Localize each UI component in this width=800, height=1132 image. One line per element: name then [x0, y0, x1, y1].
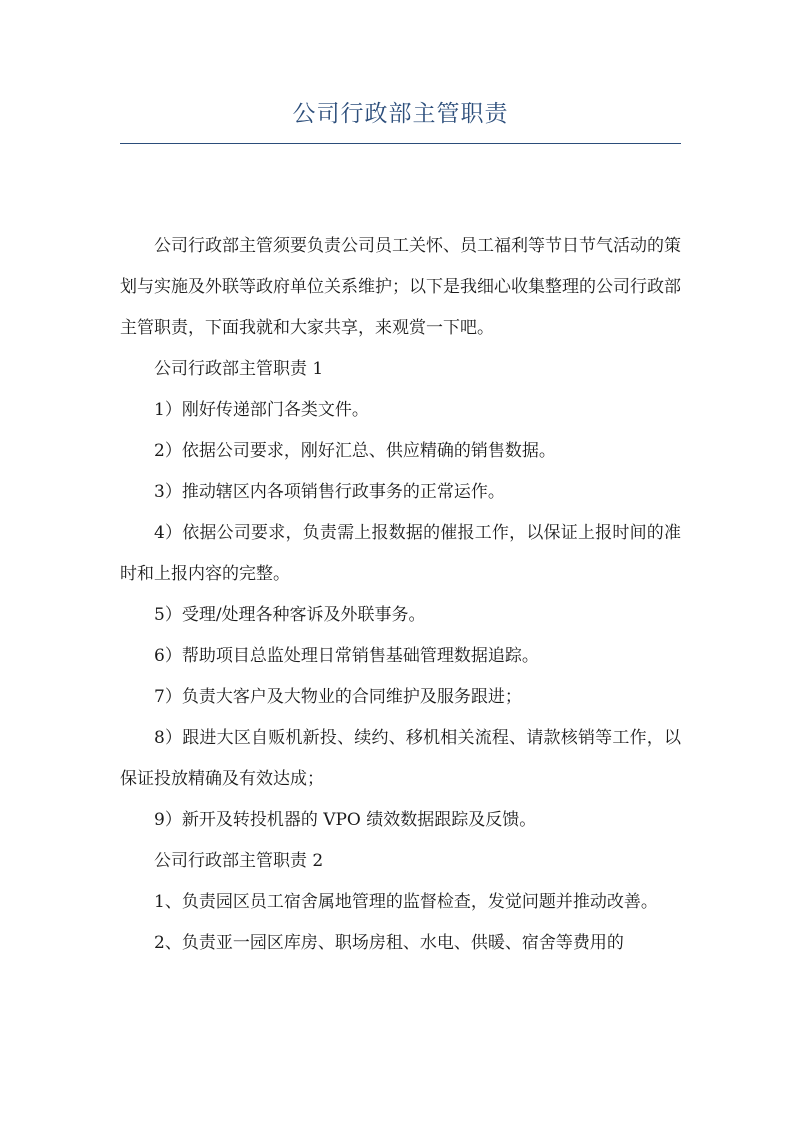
title-divider	[120, 143, 681, 144]
duty-item: 9）新开及转投机器的 VPO 绩效数据跟踪及反馈。	[154, 810, 537, 830]
duty-item: 7）负责大客户及大物业的合同维护及服务跟进；	[154, 687, 522, 707]
duty-item: 1、负责园区员工宿舍属地管理的监督检查，发觉问题并推动改善。	[154, 892, 658, 912]
document-body	[120, 226, 681, 964]
document-title: 公司行政部主管职责	[292, 101, 509, 127]
duty-item: 3）推动辖区内各项销售行政事务的正常运作。	[154, 482, 505, 502]
duty-item: 6）帮助项目总监处理日常销售基础管理数据追踪。	[154, 646, 539, 666]
section-heading-2: 公司行政部主管职责 2	[154, 851, 324, 871]
duty-item: 1）刚好传递部门各类文件。	[154, 400, 369, 420]
intro-paragraph: 公司行政部主管须要负责公司员工关怀、员工福利等节日节气活动的策划与实施及外联等政府单位关系维护；以下是我细心收集整理的公司行政部主管职责，下面我就和大家共享，来观赏一下吧。	[120, 236, 681, 338]
duty-item: 5）受理/处理各种客诉及外联事务。	[154, 605, 426, 625]
duty-item: 2）依据公司要求，刚好汇总、供应精确的销售数据。	[154, 441, 556, 461]
section-heading-1: 公司行政部主管职责 1	[154, 359, 324, 379]
duty-item: 4）依据公司要求，负责需上报数据的催报工作，以保证上报时间的准时和上报内容的完整。	[120, 523, 681, 584]
duty-item: 2、负责亚一园区库房、职场房租、水电、供暖、宿舍等费用的	[154, 933, 624, 953]
duty-item: 8）跟进大区自贩机新投、续约、移机相关流程、请款核销等工作，以保证投放精确及有效达成；	[120, 728, 681, 789]
